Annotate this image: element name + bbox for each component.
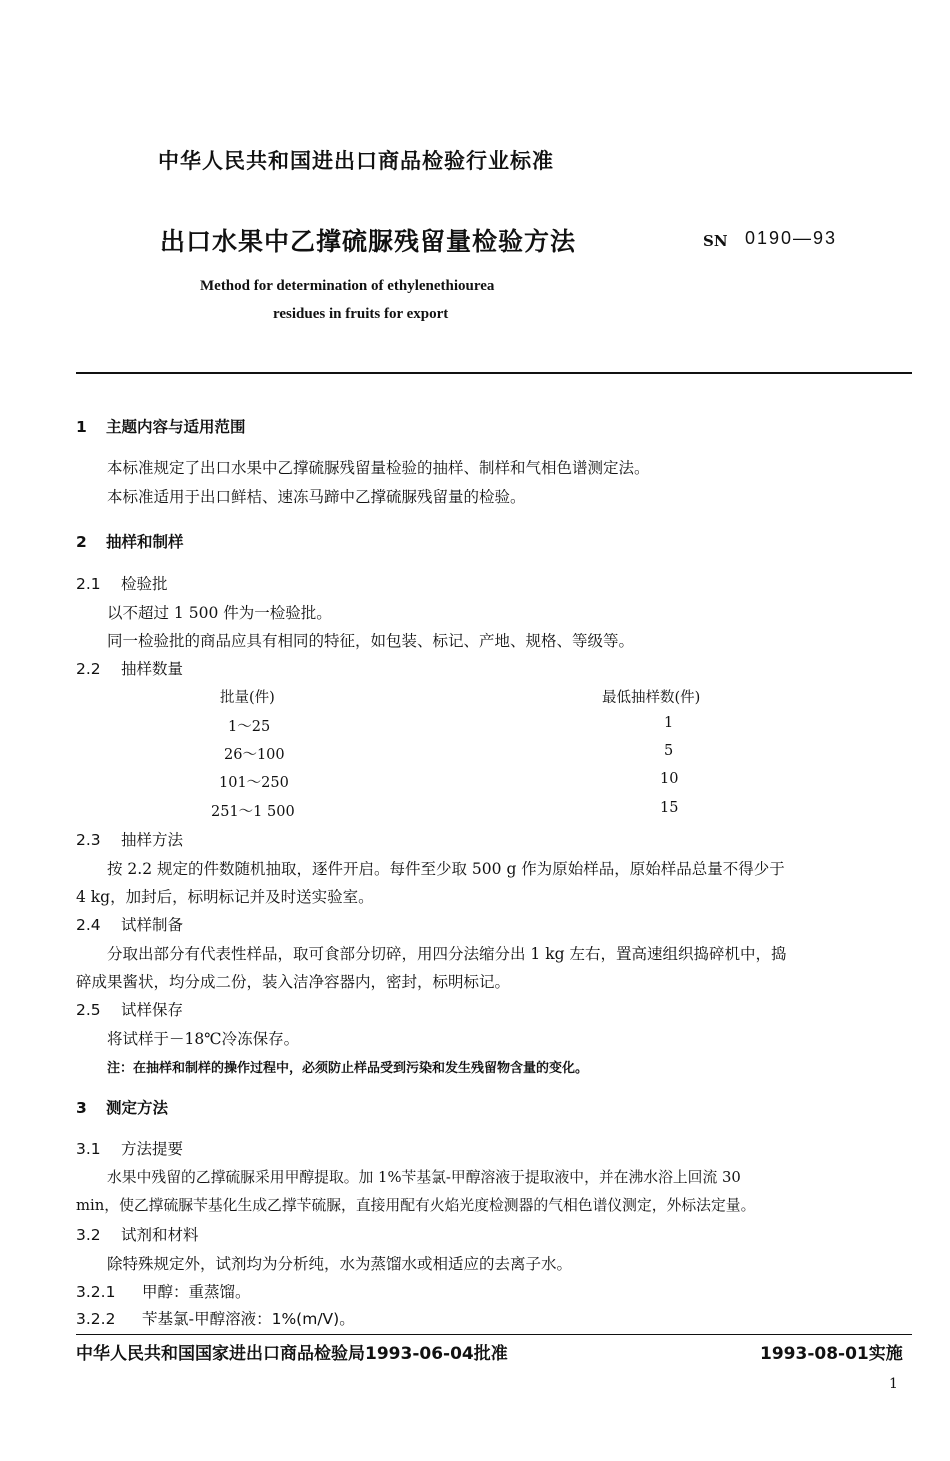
- subsection-number: 3.1: [76, 1140, 101, 1158]
- effective-date: 1993-08-01实施: [760, 1344, 903, 1364]
- subsection-title: 抽样数量: [121, 660, 184, 678]
- subsection-text: 苄基氯-甲醇溶液：1%(m/V)。: [142, 1310, 355, 1328]
- header-divider: [76, 372, 912, 374]
- subsection-number: 3.2: [76, 1226, 101, 1244]
- page-number: 1: [889, 1376, 898, 1392]
- approval-statement: 中华人民共和国国家进出口商品检验局1993-06-04批准: [76, 1344, 508, 1364]
- standard-code-number: 0190—93: [745, 228, 838, 248]
- section-3-heading: [76, 1096, 168, 1118]
- paragraph: 本标准规定了出口水果中乙撑硫脲残留量检验的抽样、制样和气相色谱测定法。: [107, 459, 650, 477]
- subsection-title: 方法提要: [121, 1140, 184, 1158]
- table-cell-batch: 1～25: [228, 719, 271, 735]
- table-header-batch: 批量(件): [220, 690, 275, 706]
- paragraph: 水果中残留的乙撑硫脲采用甲醇提取。加 1%苄基氯-甲醇溶液于提取液中，并在沸水浴上回流 30: [107, 1169, 741, 1186]
- english-title-line-1: Method for determination of ethylenethiourea: [200, 278, 495, 294]
- subsection-2-2-heading: [76, 657, 183, 679]
- table-header-min-samples: 最低抽样数(件): [602, 690, 701, 706]
- paragraph: 将试样于－18℃冷冻保存。: [107, 1030, 300, 1048]
- subsection-number: 3.2.2: [76, 1310, 116, 1328]
- table-cell-min: 10: [660, 771, 679, 787]
- subsection-number: 2.3: [76, 831, 101, 849]
- footer-divider: [76, 1334, 912, 1335]
- table-cell-min: 5: [664, 743, 674, 759]
- section-2-heading: [76, 530, 184, 552]
- paragraph: 本标准适用于出口鲜桔、速冻马蹄中乙撑硫脲残留量的检验。: [107, 488, 526, 506]
- paragraph-continuation: 碎成果酱状，均分成二份，装入洁净容器内，密封，标明标记。: [76, 973, 511, 991]
- paragraph-continuation: min，使乙撑硫脲苄基化生成乙撑苄硫脲，直接用配有火焰光度检测器的气相色谱仪测定，外标法定量。: [76, 1197, 756, 1214]
- section-title: 测定方法: [106, 1099, 169, 1117]
- standard-code-label: SN: [703, 232, 728, 250]
- subsection-2-3-heading: [76, 828, 183, 850]
- table-cell-batch: 101～250: [219, 775, 289, 791]
- table-cell-batch: 26～100: [224, 747, 285, 763]
- table-cell-min: 15: [660, 800, 679, 816]
- subsection-number: 2.4: [76, 916, 101, 934]
- paragraph: 同一检验批的商品应具有相同的特征，如包装、标记、产地、规格、等级等。: [107, 632, 635, 650]
- subsection-2-1-heading: [76, 572, 168, 594]
- paragraph: 除特殊规定外，试剂均为分析纯，水为蒸馏水或相适应的去离子水。: [107, 1255, 573, 1273]
- english-title-line-2: residues in fruits for export: [273, 306, 449, 322]
- subsection-number: 3.2.1: [76, 1283, 116, 1301]
- subsection-text: 甲醇：重蒸馏。: [142, 1283, 251, 1301]
- subsection-title: 抽样方法: [121, 831, 184, 849]
- section-title: 主题内容与适用范围: [106, 418, 246, 436]
- paragraph-continuation: 4 kg，加封后，标明标记并及时送实验室。: [76, 888, 374, 906]
- subsection-title: 检验批: [121, 575, 168, 593]
- subsection-3-2-heading: [76, 1223, 199, 1245]
- document-title: 出口水果中乙撑硫脲残留量检验方法: [160, 227, 577, 256]
- subsection-title: 试样制备: [121, 916, 184, 934]
- section-number: 1: [76, 418, 87, 436]
- subsection-3-2-2: [76, 1307, 355, 1329]
- subsection-number: 2.1: [76, 575, 101, 593]
- section-1-heading: [76, 415, 246, 437]
- subsection-number: 2.2: [76, 660, 101, 678]
- subsection-number: 2.5: [76, 1001, 101, 1019]
- section-number: 2: [76, 533, 87, 551]
- subsection-2-5-heading: [76, 998, 183, 1020]
- section-title: 抽样和制样: [106, 533, 184, 551]
- subsection-title: 试样保存: [121, 1001, 184, 1019]
- section-number: 3: [76, 1099, 87, 1117]
- table-cell-batch: 251～1 500: [211, 804, 295, 820]
- note: 注：在抽样和制样的操作过程中，必须防止样品受到污染和发生残留物含量的变化。: [107, 1061, 589, 1076]
- paragraph: 分取出部分有代表性样品，取可食部分切碎，用四分法缩分出 1 kg 左右，置高速组织捣碎机中，捣: [107, 945, 787, 963]
- issuing-authority: 中华人民共和国进出口商品检验行业标准: [158, 149, 554, 173]
- paragraph: 以不超过 1 500 件为一检验批。: [107, 604, 332, 622]
- subsection-2-4-heading: [76, 913, 183, 935]
- subsection-3-2-1: [76, 1280, 251, 1302]
- paragraph: 按 2.2 规定的件数随机抽取，逐件开启。每件至少取 500 g 作为原始样品，原始样品总量不得少于: [107, 860, 785, 878]
- table-cell-min: 1: [664, 715, 674, 731]
- subsection-title: 试剂和材料: [121, 1226, 199, 1244]
- subsection-3-1-heading: [76, 1137, 183, 1159]
